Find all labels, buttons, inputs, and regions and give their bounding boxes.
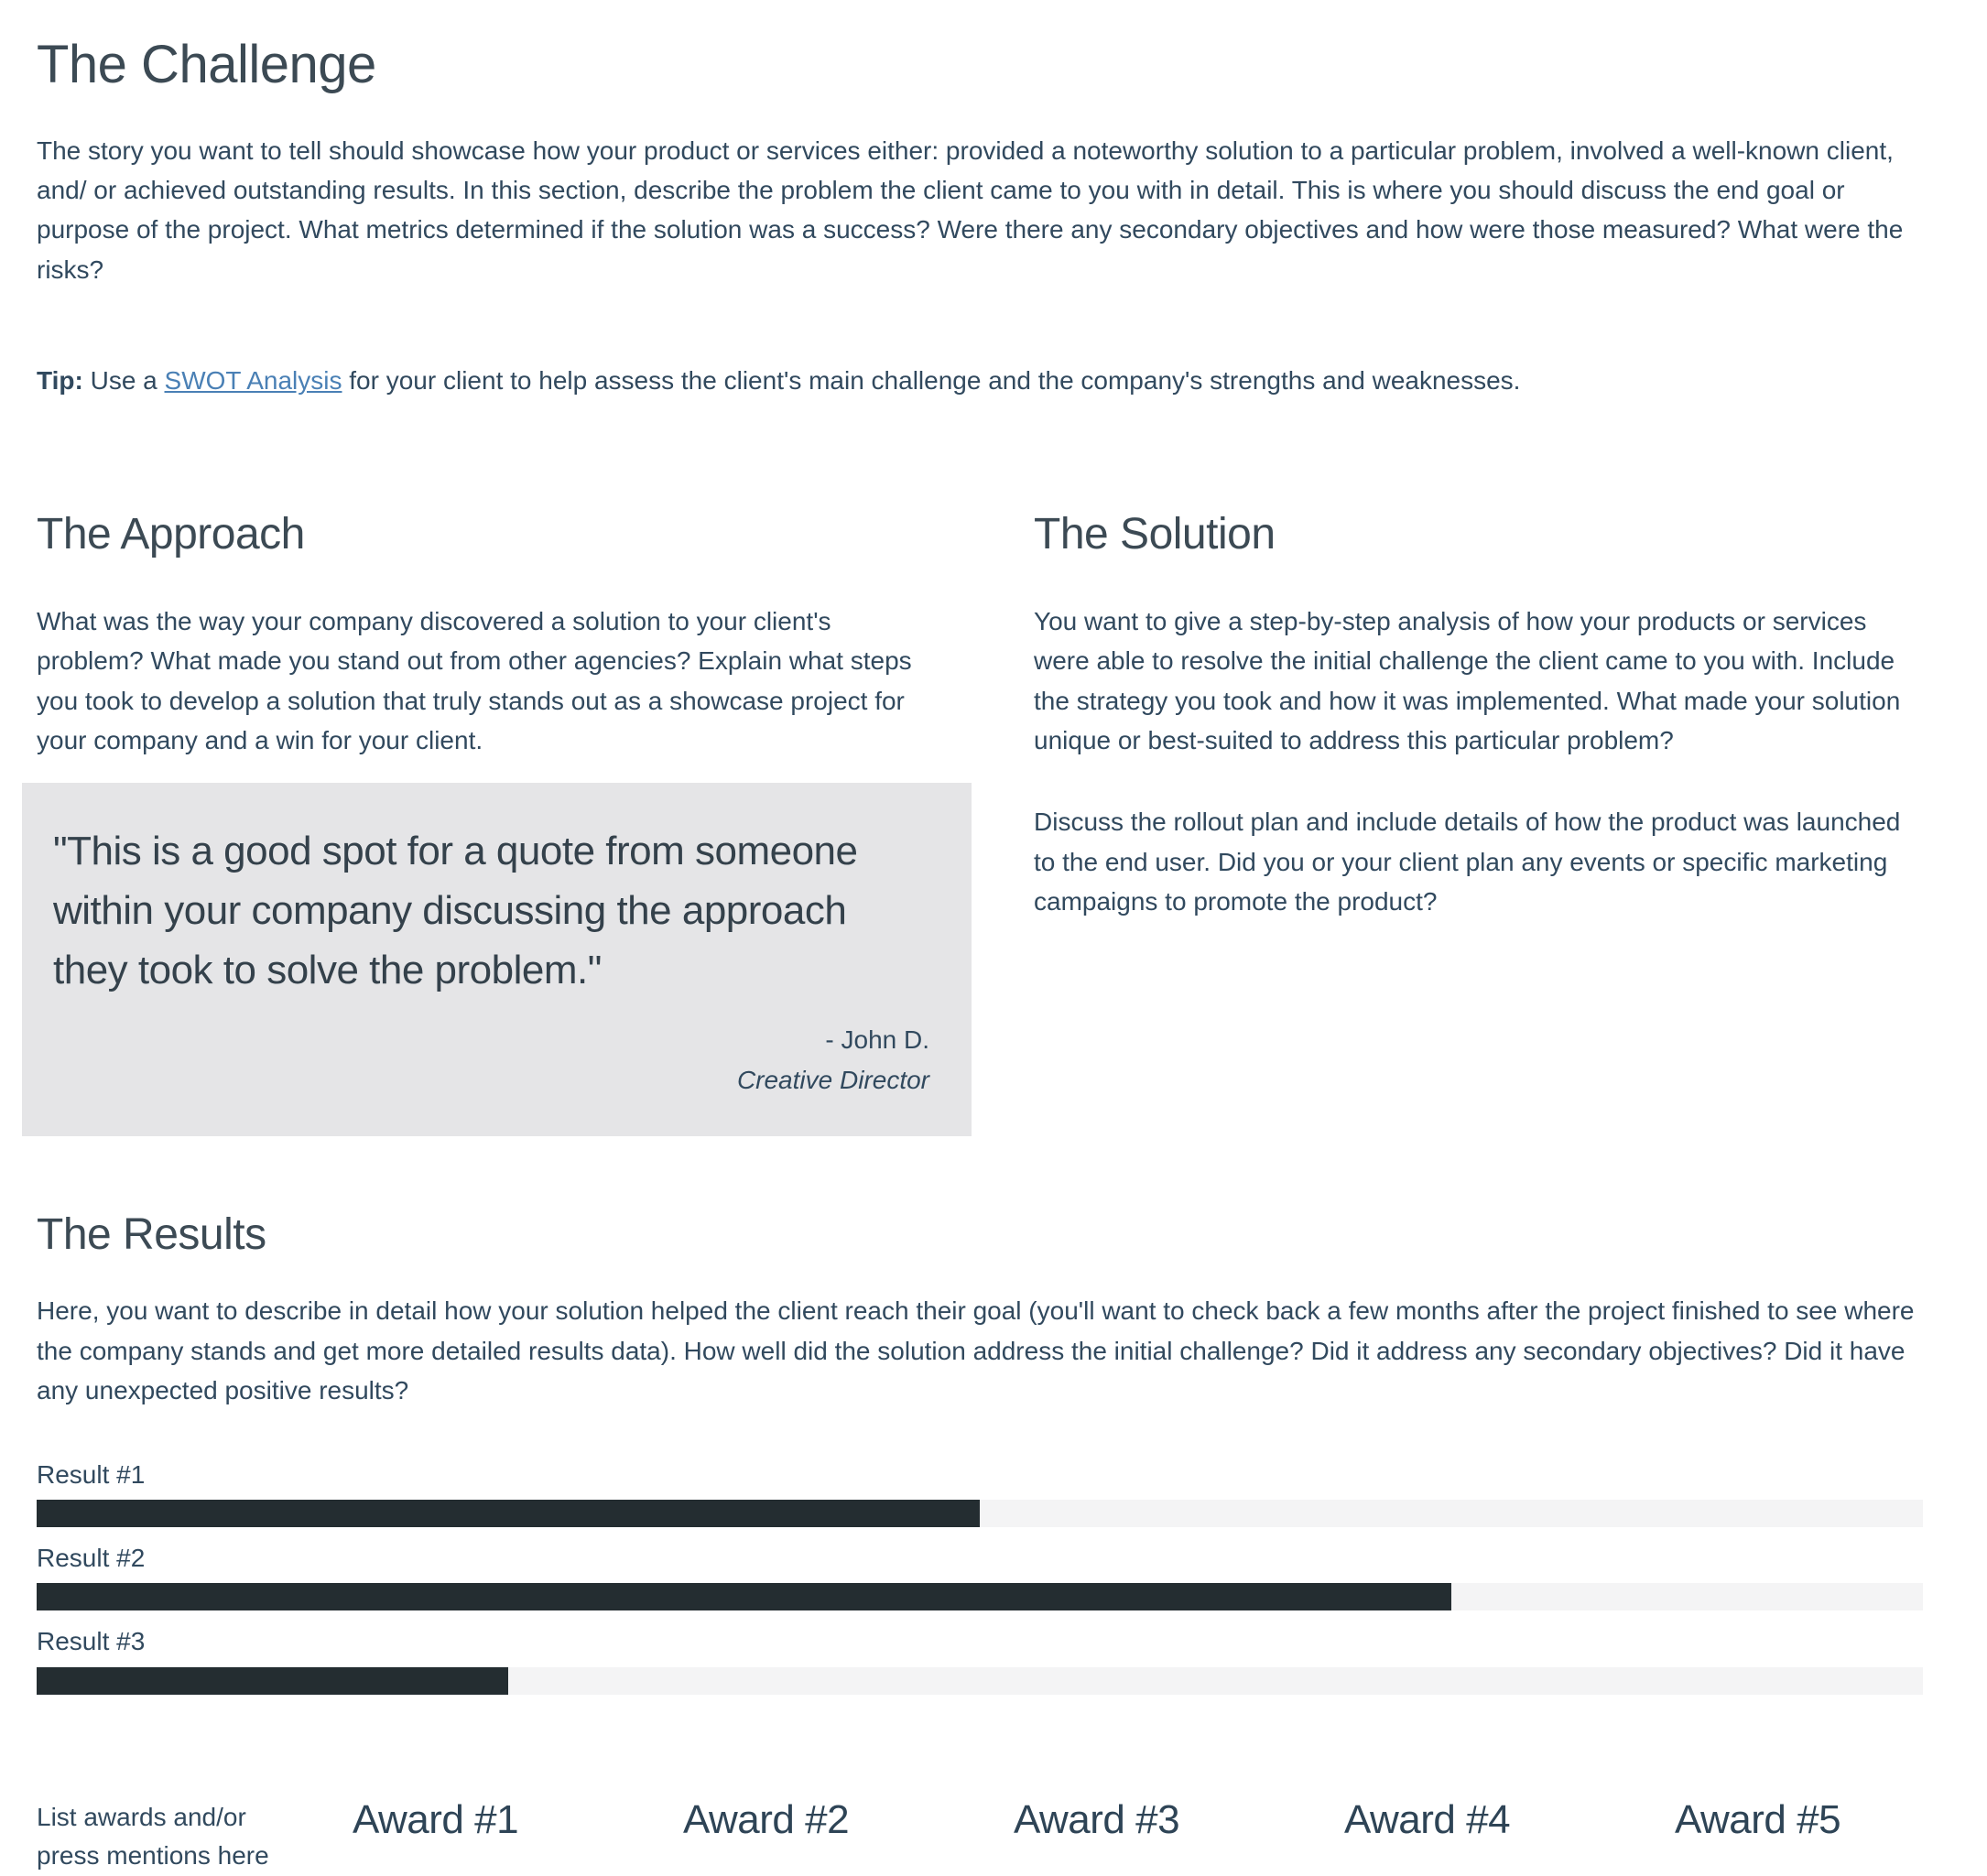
result-bar-label: Result #1 [37,1459,146,1489]
result-bar-track [37,1500,1923,1527]
approach-solution-columns [37,509,1923,1137]
award-item: Award #2 [682,1796,850,1842]
approach-column [37,509,929,1137]
awards-section [37,1798,1923,1876]
award-item: Award #1 [352,1796,519,1842]
awards-list [270,1798,1923,1842]
result-bar-row [37,1538,1923,1610]
quote-block [22,783,972,1136]
award-item: Award #4 [1343,1796,1511,1842]
challenge-body: The story you want to tell should showcase how your product or services either: provided a noteworthy solution to a particular problem, involved a well-known client, and/ or achieved outstanding results. In this section, describe the problem the client came to you with in detail. This is where you should discuss the end goal or purpose of the project. What metrics determined if the solution was a success? Were there any secondary objectives and how were those measured? What were the risks? [37,136,1904,284]
results-body: Here, you want to describe in detail how your solution helped the client reach their goal (you'll want to check back a few months after the project finished to see where the company stands and get more detailed results data). How well did the solution address the initial challenge? Did it address any secondary objectives? Did it have any unexpected positive results? [37,1296,1915,1405]
results-title: The Results [37,1210,266,1260]
tip-label: Tip: [37,366,83,396]
result-bar-label: Result #2 [37,1543,146,1572]
solution-title: The Solution [1034,509,1276,558]
results-section [37,1209,1923,1695]
result-bar-row [37,1621,1923,1694]
challenge-title: The Challenge [37,35,376,94]
result-bar-row [37,1455,1923,1527]
award-item: Award #5 [1674,1796,1841,1842]
result-bar-label: Result #3 [37,1627,146,1656]
approach-body: What was the way your company discovered a solution to your client's problem? What made you stand out from other agencies? Explain what steps you took to develop a solution that truly stands out as a showcase project for your company and a win for your client. [37,606,912,754]
tip-text-before-link: Use a [82,366,165,396]
swot-analysis-link[interactable]: SWOT Analysis [164,366,342,396]
awards-note: List awards and/or press mentions here [37,1802,269,1871]
result-bar-fill [37,1500,980,1527]
result-bar-fill [37,1583,1451,1610]
solution-body-2: Discuss the rollout plan and include details of how the product was launched to the end user. Did you or your client plan any events or specific marketing campaigns to promote the product? [1034,808,1901,916]
result-bar-fill [37,1667,508,1695]
approach-title: The Approach [37,509,305,558]
tip-text-after-link: for your client to help assess the client's main challenge and the company's strengths and weaknesses. [342,366,1521,396]
quote-role: Creative Director [736,1065,929,1094]
tip-line [37,361,1923,400]
solution-column [1034,509,1923,1137]
result-bar-track [37,1583,1923,1610]
award-item: Award #3 [1013,1796,1180,1842]
result-bar-track [37,1667,1923,1695]
quote-attribution: - John D. [825,1025,929,1055]
challenge-section [37,0,1923,401]
solution-body-1: You want to give a step-by-step analysis of how your products or services were able to resolve the initial challenge the client came to you with. Include the strategy you took and how it was implemented. What made your solution unique or best-suited to address this particular problem? [1034,606,1901,754]
result-bars [37,1455,1923,1695]
quote-text: "This is a good spot for a quote from someone within your company discussing the approach they took to solve the problem." [53,829,858,993]
